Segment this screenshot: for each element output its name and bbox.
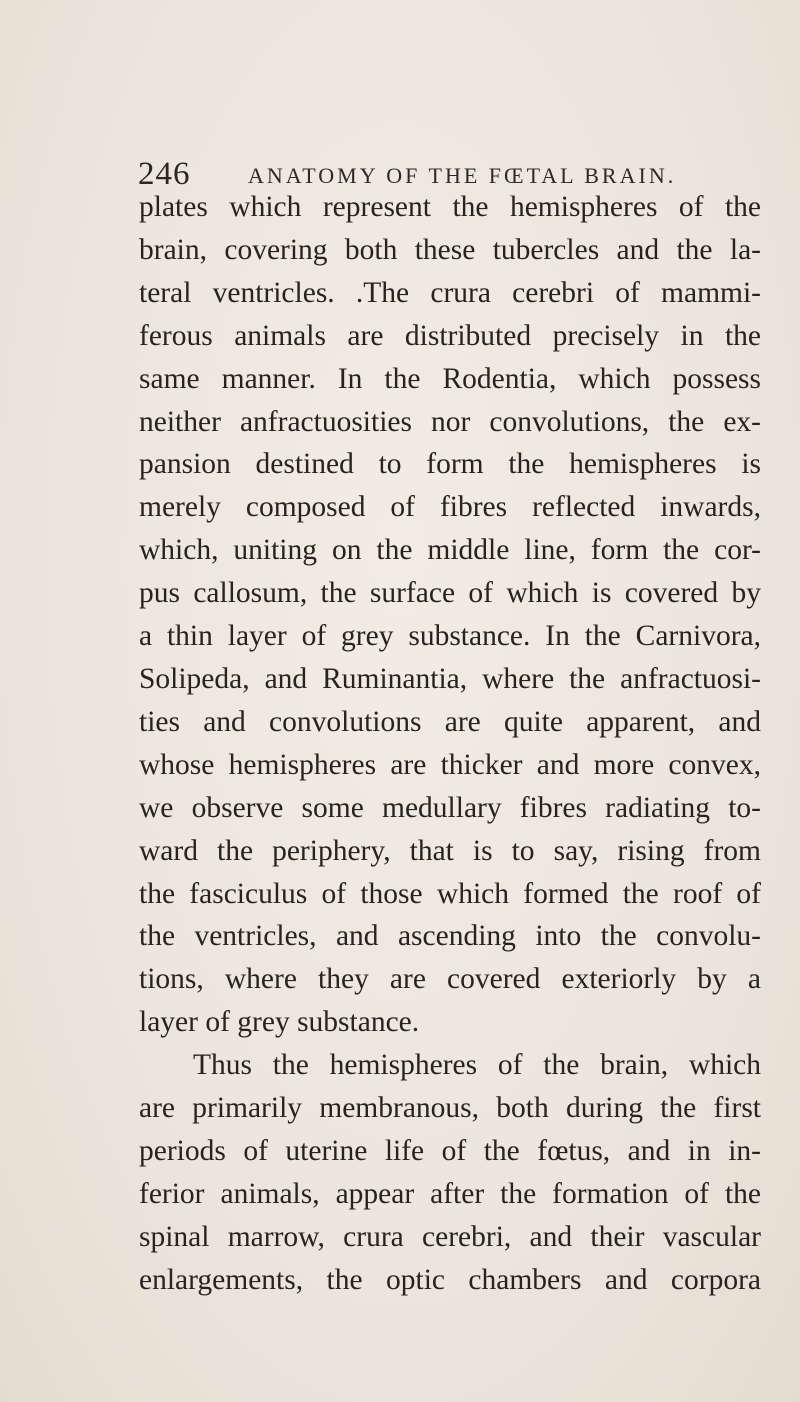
running-title: ANATOMY OF THE FŒTAL BRAIN. [248, 163, 677, 188]
text-line: ferous animals are distributed precisely in the [139, 319, 761, 352]
text-line: teral ventricles. .The crura cerebri of mammi- [139, 276, 761, 309]
text-line: same manner. In the Rodentia, which possess [139, 362, 761, 395]
text-line: pus callosum, the surface of which is covered by [139, 577, 761, 610]
paragraph-start-line: Thus the hemispheres of the brain, which [193, 1049, 761, 1082]
text-line: merely composed of fibres reflected inwards, [139, 491, 761, 524]
text-line: the fasciculus of those which formed the roof of [139, 877, 761, 910]
text-line: the ventricles, and ascending into the convolu- [139, 920, 761, 953]
text-line: plates which represent the hemispheres of the [139, 191, 761, 223]
text-line: brain, covering both these tubercles and the la- [139, 233, 761, 266]
text-line: we observe some medullary fibres radiating to- [139, 791, 761, 824]
paragraph-end-line: layer of grey substance. [139, 1006, 420, 1039]
text-line: tions, where they are covered exteriorly by a [139, 963, 761, 996]
body-text [139, 186, 761, 1302]
text-line: enlargements, the optic chambers and corpora [139, 1263, 761, 1296]
text-line: ferior animals, appear after the formation of the [139, 1177, 761, 1210]
text-line: whose hemispheres are thicker and more convex, [139, 748, 761, 781]
text-line: a thin layer of grey substance. In the Carnivora, [139, 620, 761, 653]
text-line: which, uniting on the middle line, form the cor- [139, 534, 761, 567]
text-line: pansion destined to form the hemispheres is [139, 448, 761, 481]
text-line: are primarily membranous, both during the first [139, 1092, 761, 1125]
page-number: 246 [138, 156, 191, 192]
text-line: periods of uterine life of the fœtus, and in in- [139, 1134, 761, 1167]
text-line: Solipeda, and Ruminantia, where the anfractuosi- [139, 662, 761, 695]
text-line: spinal marrow, crura cerebri, and their vascular [139, 1220, 761, 1253]
text-line: neither anfractuosities nor convolutions, the ex- [139, 405, 761, 438]
text-line: ward the periphery, that is to say, rising from [139, 834, 761, 867]
text-line: ties and convolutions are quite apparent, and [139, 705, 761, 738]
